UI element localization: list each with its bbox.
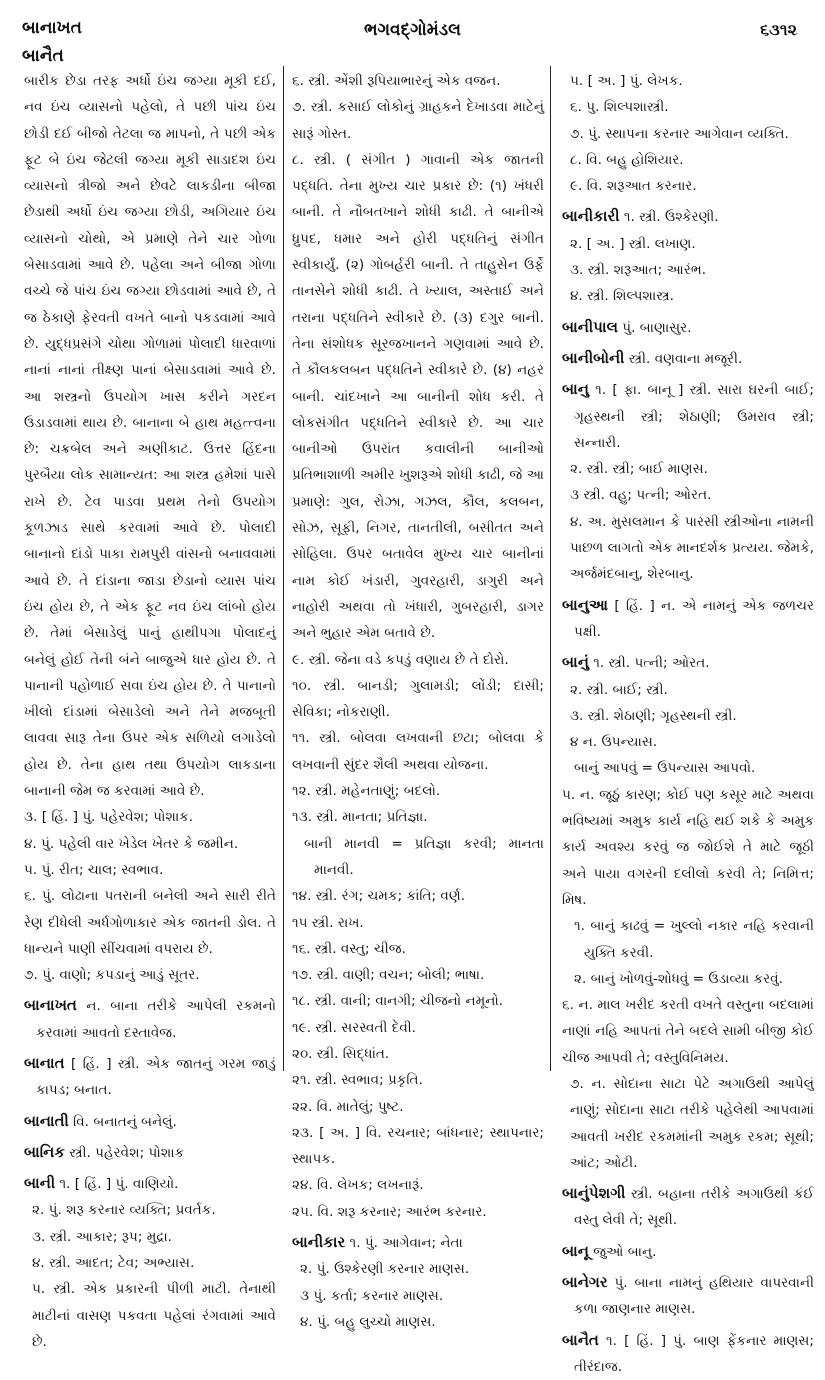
sense-line	[292, 94, 544, 147]
dictionary-entry	[562, 1238, 814, 1265]
definition-text: ૭. સ્ત્રી. કસાઈ લોકોનું ગ્રાહકને દેખાડવા માટેનું સારૂં ગોસ્ત.	[292, 99, 544, 142]
sense-line	[562, 257, 814, 283]
sense-line	[292, 1067, 544, 1093]
definition-text: ૧. [ હિં. ] પું. વાણિયો.	[55, 1176, 179, 1193]
sense-line	[292, 988, 544, 1014]
sense-line	[292, 804, 544, 830]
definition-text: ૧૭. સ્ત્રી. વાણી; વચન; બોલી; ભાષા.	[292, 967, 485, 984]
headword: બાનુંપેશગી	[562, 1184, 626, 1203]
definition-text: ૧૮. સ્ત્રી. વાની; વાનગી; ચીજનો નમૂનો.	[292, 993, 504, 1010]
sense-line	[292, 778, 544, 804]
sense-line	[562, 68, 814, 94]
definition-text: સ્ત્રી. પહેરવેશ; પોશાક	[64, 1144, 185, 1161]
headword: બાનાખત	[24, 996, 77, 1015]
definition-text: ૮. સ્ત્રી. ( સંગીત ) ગાવાની એક જાતની પદ્ધતિ. તેના મુખ્ય ચાર પ્રકાર છે: (૧) ખંધરી બાની. તે નૌબતખાને શોધી કાઢી. તે બાનીએ ધ્રુપદ, ધમાર અને હોરી પદ્ધતિનું સંગીત સ્વીકાર્યું. (૨) ગોબર્હરી બાની. તે તાહુસેન ઉર્ફે તાનસેને શોધી કાઢી. તે ખ્યાલ, અસ્તાઈ અને તરાના પદ્ધતિને સ્વીકારે છે. (૩) દગુર બાની. તેના સંશોધક સૂરજખાનને ગણવામાં આવે છે. તે કૌલકલબન પદ્ધતિને સ્વીકારે છે. (૪) નહર બાની. ચાંદખાને આ બાનીની શોધ કરી. તે લોકસંગીત પદ્ધતિને સ્વીકારે છે. આ ચાર બાનીઓ ઉપરાંત કવાલીની બાનીઓ પ્રતિભાશાળી અમીર ખુશરૂએ શોધી કાઢી, જે આ પ્રમાણે: ગુલ, રોઝા, ગઝલ, કૌલ, કલબન, સોઝ, સૂફી, નિગર, તાનતીલી, બસીતત અને સોહિલા. ઉપર બતાવેલ મુખ્ય ચાર બાનીનાં નામ કોઈ ખંડારી, ગુવરહારી, ડાગુરી અને નાહોરી અથવા તો ખંધારી, ગુબરહારી, ડાગર અને ભુહાર એમ બતાવે છે.	[292, 151, 544, 642]
definition-text: ન. બાના તરીકે આપેલી રકમનો કરવામાં આવતો દસ્તાવેજ.	[36, 998, 276, 1041]
definition-text: ૨૪. વિ. લેખક; લખનારૂં.	[292, 1177, 424, 1194]
headword: બાનુ	[562, 380, 589, 399]
headword: બાનિક	[24, 1142, 65, 1161]
definition-text: ૨. સ્ત્રી. બાઈ; સ્ત્રી.	[570, 681, 668, 698]
idiom-line	[562, 913, 814, 966]
definition-text: ૧૩. સ્ત્રી. માનતા; પ્રતિજ્ઞા.	[292, 809, 428, 826]
sense-line	[562, 1071, 814, 1176]
definition-text: ૨૦. સ્ત્રી. સિદ્ધાંત.	[292, 1045, 390, 1062]
definition-text: ૯. સ્ત્રી. જેના વડે કપડું વણાય છે તે દોરો.	[292, 651, 509, 668]
definition-text: બાનું આપવું = ઉપન્યાસ આપવો.	[574, 760, 756, 777]
sense-line	[562, 782, 814, 913]
definition-text: બાની માનવી = પ્રતિજ્ઞા કરવી; માનતા માનવી.	[304, 835, 544, 878]
dictionary-entry	[562, 203, 814, 230]
sense-line	[292, 1094, 544, 1120]
definition-text: સ્ત્રી. બહાના તરીકે અગાઉથી કંઈ વસ્તુ લેવી તે; સૂથી.	[574, 1186, 814, 1229]
sense-line	[562, 456, 814, 482]
definition-text: ૬. પું. લોઢાના પતરાની બનેલી અને સારી રીતે રેણ દીધેલી અર્ધગોળાકાર એક જાતની ડોલ. તે ધાન્યને પાણી સીંચવામાં વપરાય છે.	[24, 888, 276, 957]
dictionary-entry	[562, 1180, 814, 1234]
headword: બાનીબોની	[562, 348, 625, 367]
definition-text: બારીક છેડા તરફ અર્ધો ઇંચ જગ્યા મૂકી દઈ, નવ ઇંચ વ્યાસનો પહેલો, તે પછી પાંચ ઇંચ છોડી દઈ બીજો તેટલા જ માપનો, તે પછી એક ફૂટ બે ઇંચ જેટલી જગ્યા મૂકી સાડાદશ ઇંચ વ્યાસનો ત્રીજો અને છેવટે લાકડીના બીજા છેડાથી અર્ધો ઇંચ જગ્યા છોડી, અગિયાર ઇંચ વ્યાસનો ચોથો, એ પ્રમાણે તેને ચાર ગોળા બેસાડવામાં આવે છે. પહેલા અને બીજા ગોળા વચ્ચે જે પાંચ ઇંચ જગ્યા છોડવામાં આવે છે, તે જ ઠેકાણે ફેરવતી વખતે બાનો પકડવામાં આવે છે. યુદ્ધપ્રસંગે ચોથા ગોળામાં પોલાદી ધારવાળાં નાનાં નાનાં તીક્ષ્ણ પાનાં બેસાડવામાં આવે છે. આ શસ્ત્રનો ઉપયોગ ખાસ કરીને ગરદન ઉડાડવામાં થાય છે. બાનાના બે હાથ મહત્ત્વના છે: ચક્રબેલ અને અણીકાટ. ઉત્તર હિંદના પુરબૈયા લોક સામાન્યત: આ શસ્ત્ર હમેશાં પાસે રાખે છે. ટેવ પાડવા પ્રથમ તેનો ઉપયોગ કૂળઝાડ સાથે કરવામાં આવે છે. પોલાદી બાનાનો દાંડો પાકા રામપુરી વાંસનો બનાવવામાં આવે છે. તે દાંડાના જાડા છેડાનો વ્યાસ પાંચ ઇંચ હોય છે, તે એક ફૂટ નવ ઇંચ લાંબો હોય છે. તેમાં બેસાડેલું પાનું હાથીપગા પોલાદનું બનેલું હોઈ તેની બંને બાજુએ ધાર હોય છે. તે પાનાની પહોળાઈ સવા ઇંચ હોય છે. તે પાનાનો ખીલો દાંડામાં બેસાડેલો અને તેને મજબૂતી લાવવા સારૂ તેના ઉપર એક સળિયો લગાડેલો હોય છે. તેના હાથ તથા ઉપયોગ લાકડાના બાનાની જેમ જ કરવામાં આવે છે.	[24, 73, 276, 800]
definition-text: ૪. અ. મુસલમાન કે પારસી સ્ત્રીઓના નામની પાછળ લાગતો એક માનદર્શક પ્રત્યય. જેમકે, અર્જમંદબાનુ, શેરબાનુ.	[570, 513, 814, 583]
definition-text: ૧. [ ફા. બાનૂ ] સ્ત્રી. સારા ઘરની બાઈ; ગૃહસ્થની સ્ત્રી; શેઠાણી; ઉમરાવ સ્ત્રી; સન્નારી.	[574, 382, 814, 451]
sense-line	[562, 231, 814, 257]
sense-line	[292, 1199, 544, 1225]
definition-text: ૫. ન. જૂઠું કારણ; કોઈ પણ કસૂર માટે અથવા ભવિષ્યમાં અમુક કાર્ય નહિ થઈ શકે કે અમુક કાર્ય અવશ્ય કરવું જ જોઈશે તે માટે જૂઠી અને પાયા વગરની દલીલો કરવી તે; નિમિત્ત; મિષ.	[562, 786, 814, 908]
headword: બાનૂ	[562, 1241, 589, 1260]
dictionary-entry	[562, 592, 814, 646]
sense-line	[292, 725, 544, 778]
definition-text: ૨૧. સ્ત્રી. સ્વભાવ; પ્રકૃતિ.	[292, 1072, 423, 1089]
sense-line	[562, 147, 814, 173]
sense-line	[292, 1309, 544, 1335]
dictionary-entry	[562, 345, 814, 372]
definition-text: પું. બાણાસુર.	[617, 319, 692, 336]
sense-line	[292, 936, 544, 962]
sense-line	[292, 147, 544, 647]
sense-line	[24, 1276, 276, 1355]
column-divider	[283, 66, 284, 1071]
guide-word-first: બાનાખત	[22, 18, 82, 38]
sense-line	[562, 992, 814, 1071]
definition-text: ૭. ન. સોદાના સાટા પેટે અગાઉથી આપેલું નાણું; સોદાના સાટા તરીકે પહેલેથી આપવામાં આવતી ખરીદ રકમમાંની અમુક રકમ; સૂથી; આંટ; ઓટી.	[570, 1075, 814, 1171]
sense-line	[24, 68, 276, 804]
definition-text: ૨૨. વિ. માતેલું; પુષ્ટ.	[292, 1098, 404, 1115]
definition-text: ૨. પું. ઉશ્કેરણી કરનાર માણસ.	[300, 1261, 470, 1278]
sense-line	[292, 68, 544, 94]
column-right	[562, 68, 814, 1380]
definition-text: વિ. બનાતનું બનેલું.	[68, 1113, 177, 1130]
definition-text: ૨. બાનું ખોળવું-શોધવું = ઉડાવ્યા કરવું.	[574, 970, 783, 987]
sense-line	[292, 883, 544, 909]
definition-text: ૭. પું. સ્થાપના કરનાર આગેવાન વ્યક્તિ.	[570, 125, 789, 142]
dictionary-entry	[562, 376, 814, 456]
definition-text: ૧. સ્ત્રી. પત્ની; ઓરત.	[588, 655, 710, 672]
definition-text: [ હિં. ] સ્ત્રી. એક જાતનું ગરમ જાડું કાપડ; બનાત.	[36, 1055, 276, 1099]
dictionary-entry	[562, 1327, 814, 1380]
sense-line	[24, 804, 276, 830]
idiom-line	[562, 755, 814, 781]
definition-text: ૧૫ સ્ત્રી. રાખ.	[292, 914, 364, 931]
definition-text: ૫. પું. રીત; ચાલ; સ્વભાવ.	[24, 861, 164, 878]
dictionary-entry	[562, 649, 814, 676]
definition-text: ૬. ન. માલ ખરીદ કરતી વખતે વસ્તુના બદલામાં નાણાં નહિ આપતાં તેને બદલે સામી બીજી કોઈ ચીજ આપવી તે; વસ્તુવિનિમય.	[562, 997, 814, 1066]
definition-text: [ હિં. ] ન. એ નામનું એક જળચર પક્ષી.	[574, 597, 814, 640]
sense-line	[24, 1250, 276, 1276]
headword: બાનીકાર	[292, 1233, 346, 1252]
headword: બાનૈત	[562, 1330, 599, 1349]
definition-text: ૪. સ્ત્રી. શિલ્પશાસ્ત્ર.	[570, 288, 674, 305]
definition-text: ૩. સ્ત્રી. આકાર; રૂપ; મુદ્રા.	[32, 1228, 173, 1245]
definition-text: ૪. પું. બહુ લુચ્ચો માણસ.	[300, 1313, 436, 1330]
sense-line	[24, 962, 276, 988]
definition-text: ૨૩. [ અ. ] વિ. રચનાર; બાંધનાર; સ્થાપનાર; સ્થાપક.	[292, 1124, 544, 1168]
column-divider	[550, 66, 551, 1071]
definition-text: ૪ ન. ઉપન્યાસ.	[570, 734, 658, 751]
definition-text: સ્ત્રી. વણવાના મજૂરી.	[624, 350, 743, 367]
sense-line	[562, 509, 814, 588]
definition-text: ૪. પું. પહેલી વાર ખેડેલ ખેતર કે જમીન.	[24, 835, 239, 852]
headword: બાનેગર	[562, 1273, 608, 1292]
definition-text: ૧. બાનું કાઢવું = ખુલ્લો નકાર નહિ કરવાની યુક્તિ કરવી.	[574, 918, 814, 961]
sense-line	[562, 729, 814, 755]
dictionary-entry	[562, 314, 814, 341]
sense-line	[562, 482, 814, 508]
sense-line	[562, 677, 814, 703]
sense-line	[292, 1172, 544, 1198]
sense-line	[292, 1283, 544, 1309]
definition-text: ૧૬. સ્ત્રી. વસ્તુ; ચીજ.	[292, 940, 406, 957]
definition-text: ૩. [ હિં. ] પું. પહેરવેશ; પોશાક.	[24, 809, 194, 826]
sense-line	[24, 883, 276, 962]
sense-line	[562, 94, 814, 120]
page-number: ૬૩૧૨	[760, 20, 797, 39]
dictionary-entry	[292, 1229, 544, 1256]
sense-line	[292, 1256, 544, 1282]
sense-line	[562, 121, 814, 147]
dictionary-entry	[24, 1050, 276, 1104]
page-title: ભગવદ્ગોમંડલ	[364, 20, 461, 40]
guide-word-last: બાનૈત	[22, 46, 64, 66]
dictionary-entry	[24, 992, 276, 1046]
headword: બાનાતી	[24, 1111, 69, 1130]
column-left	[24, 68, 276, 1355]
headword: બાનાત	[24, 1053, 65, 1072]
column-middle	[292, 68, 544, 1335]
definition-text: ૩ સ્ત્રી. વહુ; પત્ની; ઓરત.	[570, 487, 712, 504]
sense-line	[292, 962, 544, 988]
definition-text: ૬. પુ. શિલ્પશાસ્ત્રી.	[570, 99, 669, 116]
dictionary-entry	[562, 1269, 814, 1323]
sense-line	[292, 647, 544, 673]
definition-text: ૧૦. સ્ત્રી. બાનડી; ગુલામડી; લોંડી; દાસી; સેવિકા; નોકરાણી.	[292, 677, 544, 721]
definition-text: પું. બાના નામનું હથિયાર વાપરવાની કળા જાણનાર માણસ.	[574, 1275, 814, 1318]
sense-line	[24, 831, 276, 857]
definition-text: ૭. પું. વાણો; કપડાનું આડું સૂતર.	[24, 967, 200, 984]
definition-text: ૯. વિ. શરૂઆત કરનાર.	[570, 178, 697, 195]
headword: બાની	[24, 1174, 56, 1193]
sense-line	[292, 1041, 544, 1067]
dictionary-entry	[24, 1170, 276, 1197]
headword: બાનુઆ	[562, 595, 608, 614]
definition-text: ૫. [ અ. ] પું. લેખક.	[570, 73, 683, 89]
definition-text: ૫. સ્ત્રી. એક પ્રકારની પીળી માટી. તેનાથી માટીનાં વાસણ પકવતા પહેલાં રંગવામાં આવે છે.	[32, 1281, 276, 1350]
definition-text: ૩ પું. કર્તા; કરનાર માણસ.	[300, 1287, 444, 1304]
sense-line	[24, 1224, 276, 1250]
headword: બાનીપાલ	[562, 317, 618, 336]
sense-line	[562, 283, 814, 309]
dictionary-entry	[24, 1108, 276, 1135]
idiom-line	[562, 966, 814, 992]
sense-line	[562, 703, 814, 729]
definition-text: જુઓ બાનુ.	[588, 1243, 657, 1260]
headword: બાનીકારી	[562, 207, 620, 226]
sense-line	[24, 1197, 276, 1223]
sense-line	[292, 1120, 544, 1173]
definition-text: ૨. [ અ. ] સ્ત્રી. લખાણ.	[570, 235, 696, 252]
definition-text: ૧૯. સ્ત્રી. સરસ્વતી દેવી.	[292, 1019, 417, 1036]
sense-line	[292, 1015, 544, 1041]
definition-text: ૨૫. વિ. શરૂ કરનાર; આરંભ કરનાર.	[292, 1203, 487, 1220]
sense-line	[292, 910, 544, 936]
definition-text: ૧૧. સ્ત્રી. બોલવા લખવાની છટા; બોલવા કે લખવાની સુંદર શૈલી અથવા યોજના.	[292, 730, 544, 773]
definition-text: ૧. સ્ત્રી. ઉશ્કેરણી.	[619, 209, 719, 226]
definition-text: ૩. સ્ત્રી. શેઠાણી; ગૃહસ્થની સ્ત્રી.	[570, 707, 737, 724]
definition-text: ૨. સ્ત્રી. સ્ત્રી; બાઈ માણસ.	[570, 461, 708, 478]
definition-text: ૨. પું. શરૂ કરનાર વ્યક્તિ; પ્રવર્તક.	[32, 1202, 216, 1219]
definition-text: ૬. સ્ત્રી. એંશી રૂપિયાભારનું એક વજન.	[292, 73, 501, 89]
sense-line	[292, 673, 544, 726]
definition-text: ૧૪. સ્ત્રી. રંગ; ચમક; કાંતિ; વર્ણ.	[292, 888, 466, 905]
definition-text: ૮. વિ. બહુ હોશિયાર.	[570, 151, 684, 168]
definition-text: ૧૨. સ્ત્રી. મહેનતાણું; બદલો.	[292, 783, 441, 800]
definition-text: ૧. પું. આગેવાન; નેતા	[345, 1235, 463, 1252]
definition-text: ૩. સ્ત્રી. શરૂઆત; આરંભ.	[570, 262, 707, 279]
headword: બાનું	[562, 653, 589, 672]
sense-line	[562, 173, 814, 199]
definition-text: ૧. [ હિં. ] પું. બાણ ફેંકનાર માણસ; તીરંદાજ.	[574, 1332, 814, 1375]
sense-line	[24, 857, 276, 883]
dictionary-entry	[24, 1139, 276, 1166]
definition-text: ૪. સ્ત્રી. આદત; ટેવ; અભ્યાસ.	[32, 1255, 195, 1272]
idiom-line	[292, 831, 544, 884]
